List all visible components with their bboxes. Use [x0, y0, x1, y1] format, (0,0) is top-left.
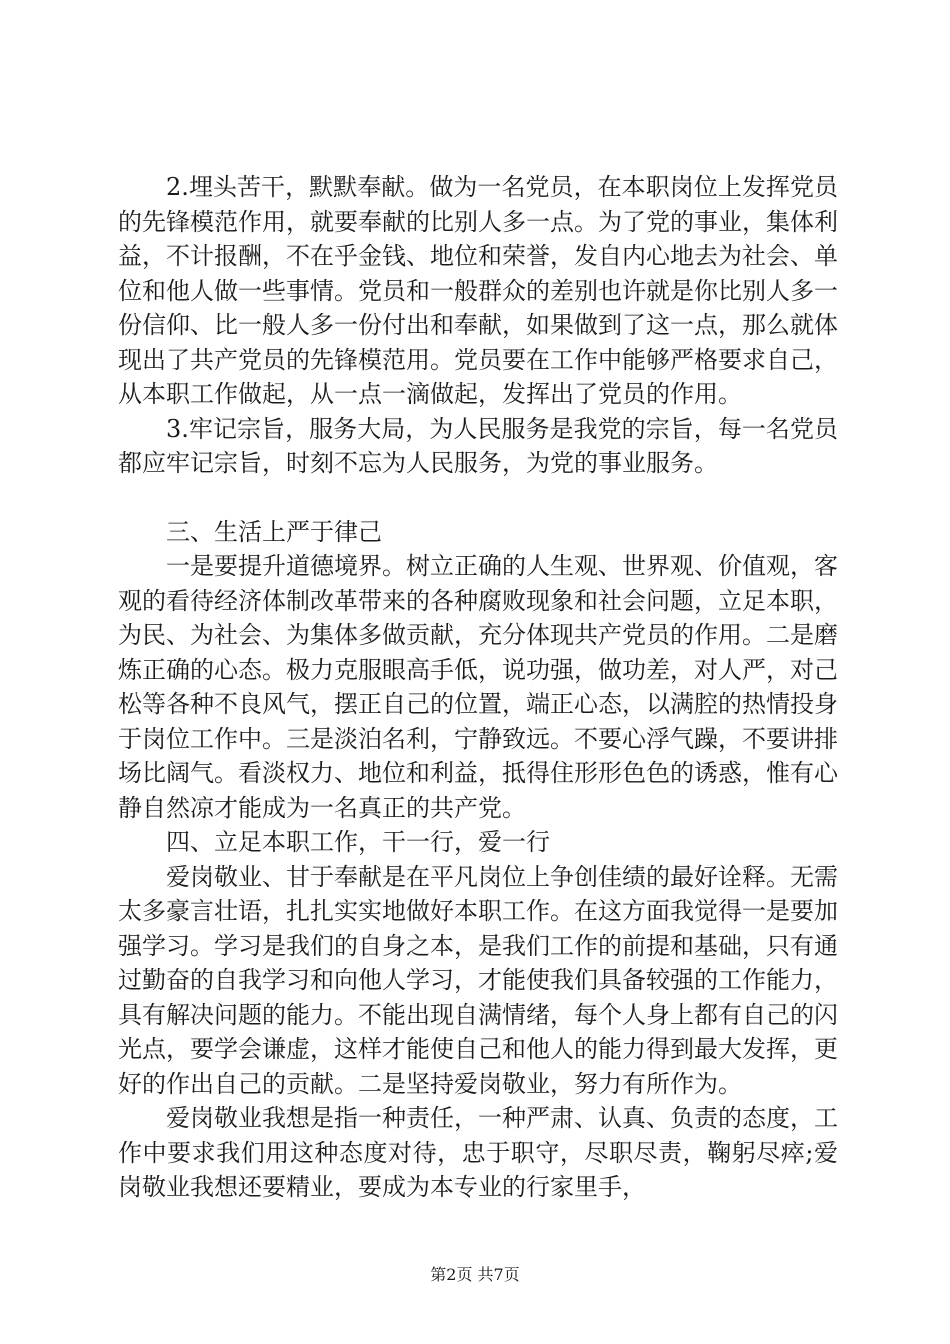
section-heading-job: 四、立足本职工作，干一行，爱一行 — [166, 828, 550, 856]
paragraph-moral: 一是要提升道德境界。树立正确的人生观、世界观、价值观，客观的看待经济体制改革带来的各种腐败现象和社会问题，立足本职，为民、为社会、为集体多做贡献，充分体现共产党员的作用。二是磨炼正确的心态。极力克服眼高手低，说功强，做功差，对人严，对己松等各种不良风气，摆正自己的位置，端正心态，以满腔的热情投身于岗位工作中。三是淡泊名利，宁静致远。不要心浮气躁，不要讲排场比阔气。看淡权力、地位和利益，抵得住形形色色的诱惑，惟有心静自然凉才能成为一名真正的共产党。 — [118, 552, 838, 822]
page-footer — [0, 1265, 950, 1285]
paragraph-purpose: 3.牢记宗旨，服务大局，为人民服务是我党的宗旨，每一名党员都应牢记宗旨，时刻不忘为人民服务，为党的事业服务。 — [118, 414, 838, 477]
paragraph-dedication: 2.埋头苦干，默默奉献。做为一名党员，在本职岗位上发挥党员的先锋模范作用，就要奉献的比别人多一点。为了党的事业，集体利益，不计报酬，不在乎金钱、地位和荣誉，发自内心地去为社会、单位和他人做一些事情。党员和一般群众的差别也许就是你比别人多一份信仰、比一般人多一份付出和奉献，如果做到了这一点，那么就体现出了共产党员的先锋模范用。党员要在工作中能够严格要求自己，从本职工作做起，从一点一滴做起，发挥出了党员的作用。 — [118, 173, 838, 408]
page-indicator: 第2页 共7页 — [430, 1265, 520, 1284]
document-body — [118, 170, 838, 1205]
paragraph-devotion: 爱岗敬业、甘于奉献是在平凡岗位上争创佳绩的最好诠释。无需太多豪言壮语，扎扎实实地做好本职工作。在这方面我觉得一是要加强学习。学习是我们的自身之本，是我们工作的前提和基础，只有通过勤奋的自我学习和向他人学习，才能使我们具备较强的工作能力，具有解决问题的能力。不能出现自满情绪，每个人身上都有自己的闪光点，要学会谦虚，这样才能使自己和他人的能力得到最大发挥，更好的作出自己的贡献。二是坚持爱岗敬业，努力有所作为。 — [118, 862, 838, 1098]
paragraph-responsibility: 爱岗敬业我想是指一种责任，一种严肃、认真、负责的态度，工作中要求我们用这种态度对待，忠于职守，尽职尽责，鞠躬尽瘁;爱岗敬业我想还要精业，要成为本专业的行家里手， — [118, 1104, 838, 1201]
paragraph-gap — [118, 481, 838, 515]
section-heading-life: 三、生活上严于律己 — [166, 517, 382, 546]
